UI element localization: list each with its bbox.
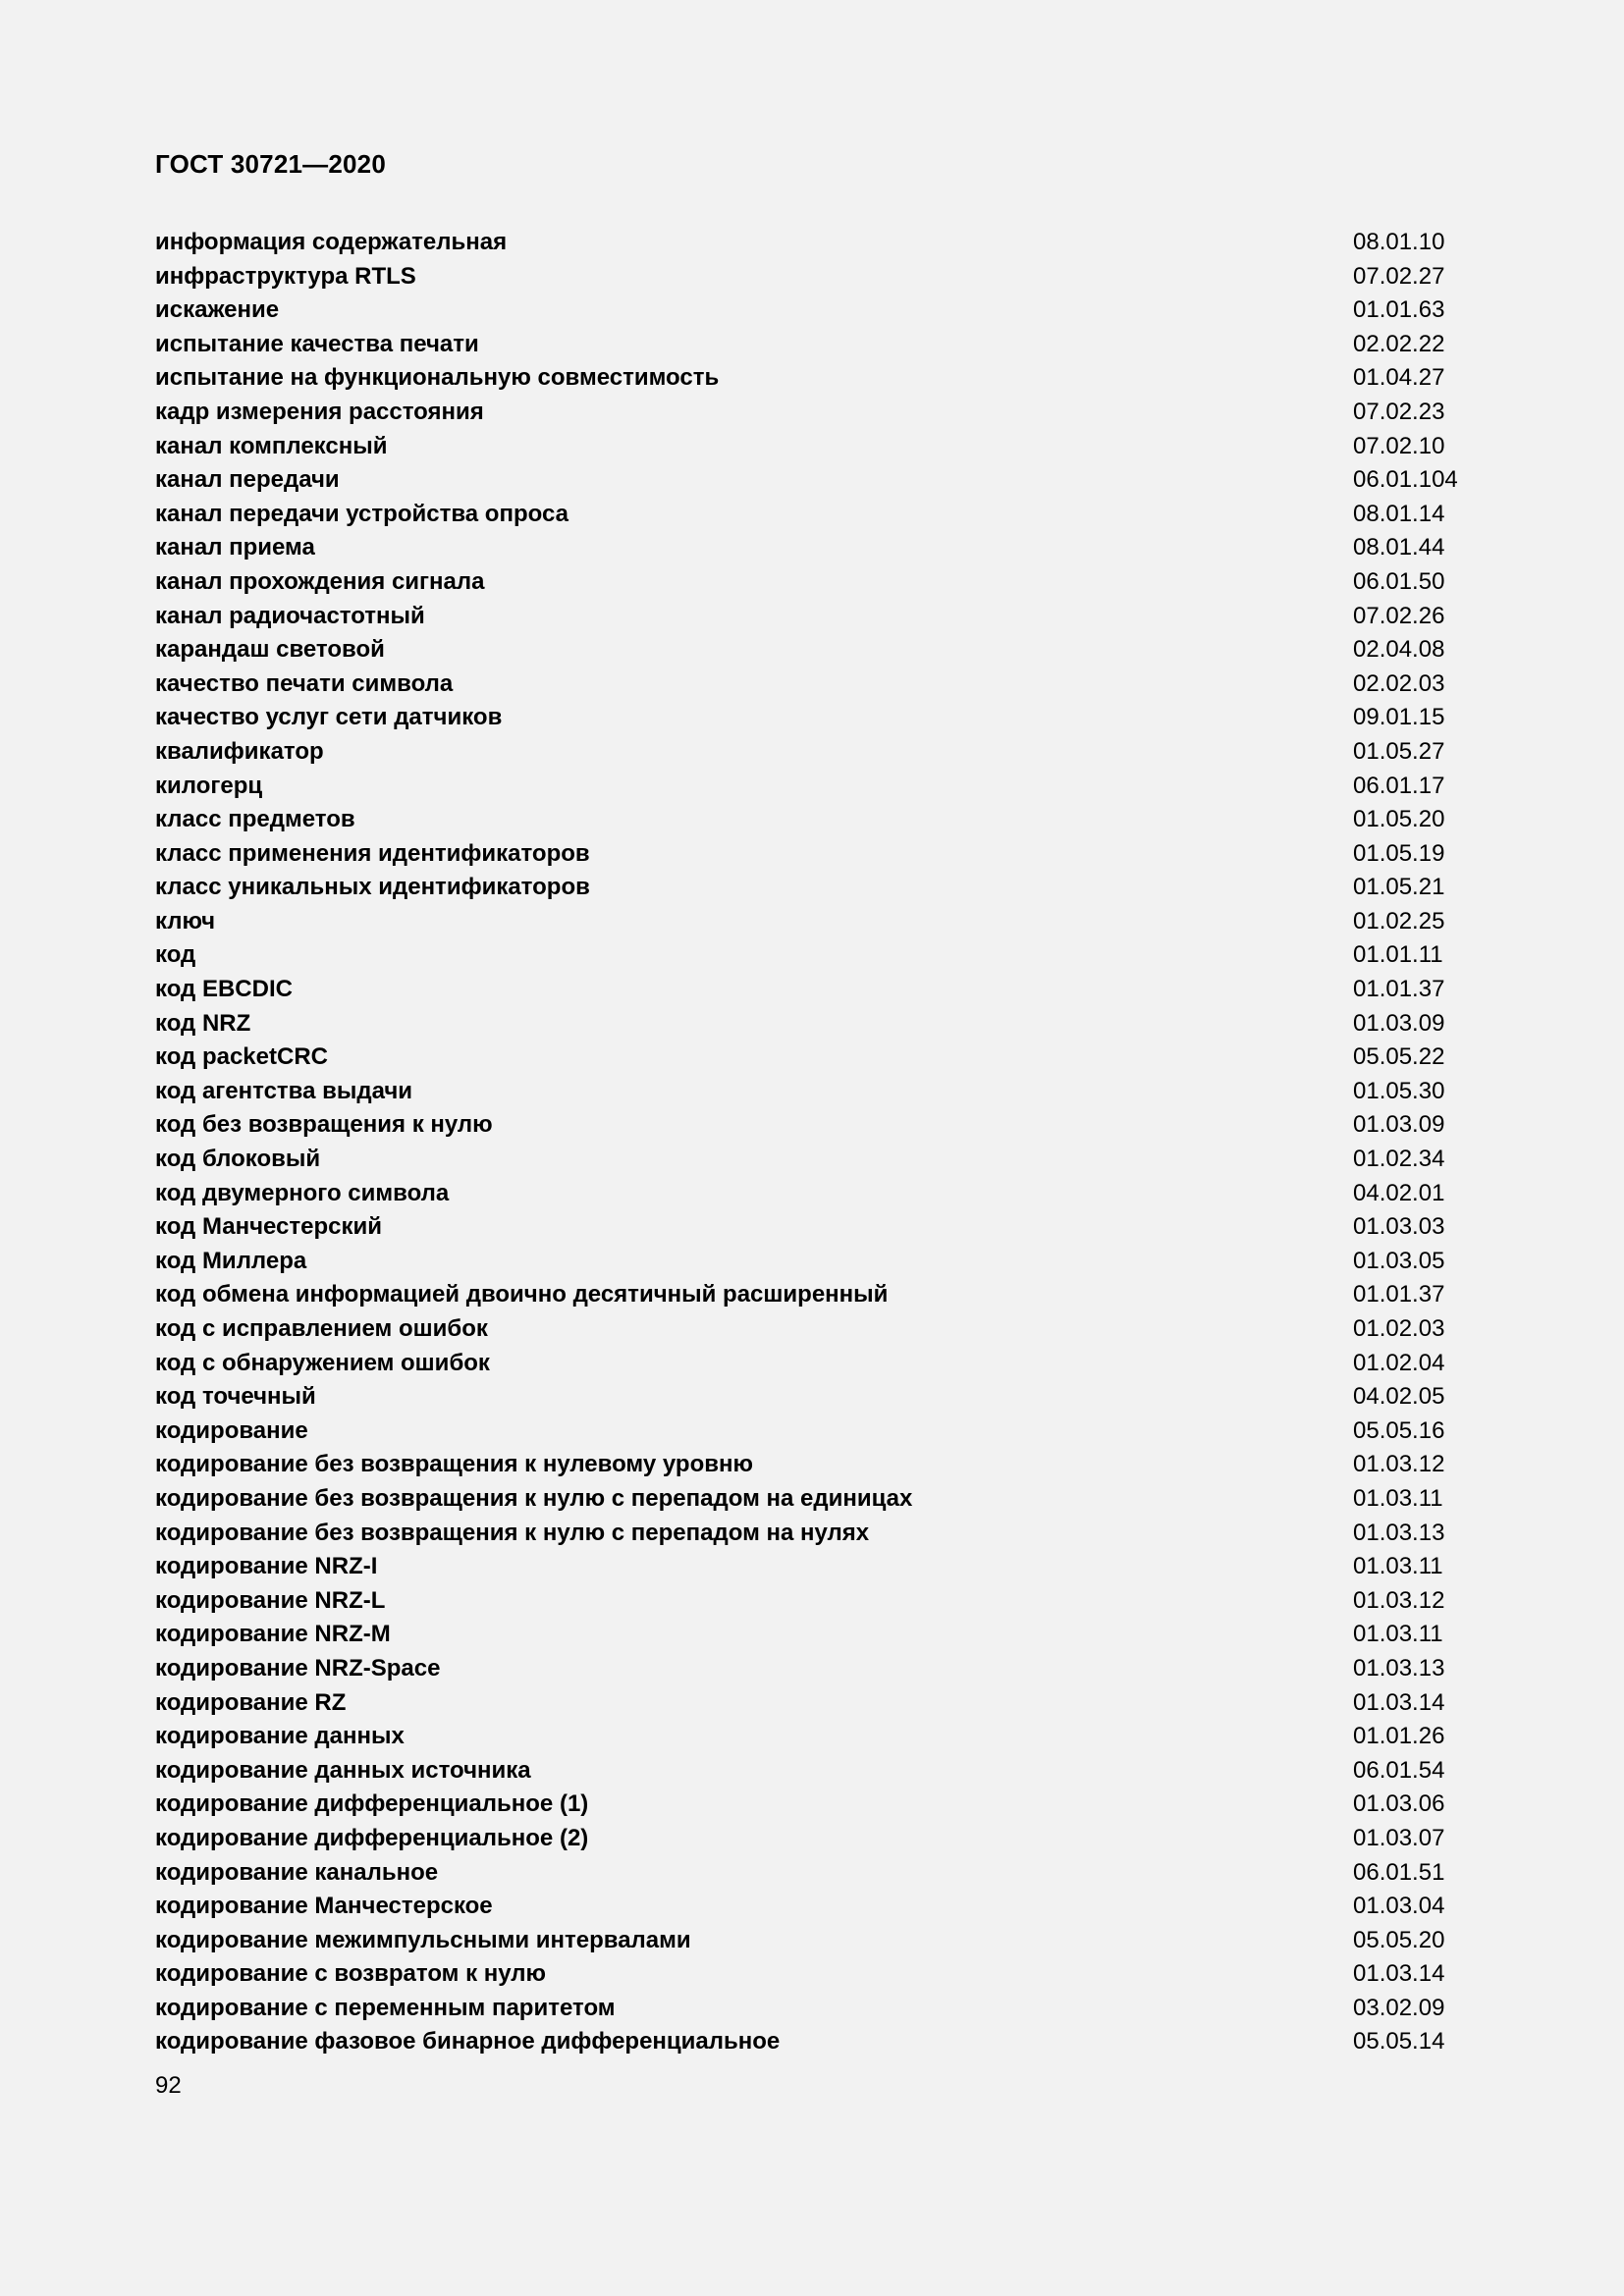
- entry-term: кодирование Манчестерское: [155, 1893, 493, 1920]
- index-entry: [155, 667, 1471, 702]
- entry-term: код NRZ: [155, 1009, 251, 1037]
- entry-term: кодирование RZ: [155, 1688, 347, 1716]
- entry-term: ключ: [155, 907, 216, 934]
- index-entry: [155, 2025, 1471, 2059]
- index-entry: [155, 1822, 1471, 1856]
- index-entry: [155, 973, 1471, 1007]
- entry-term: код packetCRC: [155, 1043, 328, 1071]
- entry-term: код обмена информацией двоично десятичный расширенный: [155, 1281, 889, 1308]
- entry-code: 04.02.05: [1353, 1383, 1445, 1411]
- index-entry: [155, 1347, 1471, 1381]
- entry-term: кадр измерения расстояния: [155, 398, 484, 425]
- entry-term: кодирование: [155, 1416, 308, 1444]
- entry-code: 06.01.54: [1353, 1756, 1445, 1784]
- entry-code: 05.05.22: [1353, 1043, 1445, 1071]
- entry-code: 01.03.12: [1353, 1451, 1445, 1478]
- index-entry: [155, 1482, 1471, 1517]
- entry-code: 08.01.10: [1353, 229, 1445, 255]
- entry-code: 01.02.34: [1353, 1146, 1445, 1173]
- index-entry: [155, 701, 1471, 735]
- index-entry: [155, 1957, 1471, 1992]
- entry-term: испытание качества печати: [155, 330, 479, 357]
- entry-term: кодирование NRZ-I: [155, 1553, 378, 1580]
- entry-term: кодирование с возвратом к нулю: [155, 1960, 547, 1988]
- entry-code: 09.01.15: [1353, 704, 1445, 731]
- index-entry: [155, 770, 1471, 804]
- entry-code: 01.03.11: [1353, 1621, 1443, 1648]
- entry-term: карандаш световой: [155, 636, 385, 664]
- index-entry: [155, 396, 1471, 430]
- entry-term: испытание на функциональную совместимость: [155, 364, 720, 392]
- entry-term: класс предметов: [155, 806, 355, 833]
- term-index-list: [155, 226, 1471, 2059]
- entry-term: кодирование без возвращения к нулю с перепадом на нулях: [155, 1519, 870, 1546]
- entry-code: 01.01.26: [1353, 1723, 1445, 1750]
- entry-code: 01.03.11: [1353, 1484, 1443, 1512]
- index-entry: [155, 1517, 1471, 1551]
- entry-code: 01.03.12: [1353, 1586, 1445, 1614]
- page-number: 92: [155, 2072, 182, 2099]
- entry-term: инфраструктура RTLS: [155, 262, 416, 290]
- entry-term: квалификатор: [155, 737, 324, 765]
- entry-term: канал передачи: [155, 466, 340, 494]
- entry-code: 08.01.44: [1353, 534, 1445, 561]
- entry-code: 01.03.06: [1353, 1790, 1445, 1818]
- entry-code: 01.05.19: [1353, 839, 1445, 867]
- entry-code: 01.03.11: [1353, 1553, 1443, 1580]
- entry-term: кодирование с переменным паритетом: [155, 1994, 616, 2021]
- entry-code: 01.03.09: [1353, 1111, 1445, 1139]
- entry-term: канал передачи устройства опроса: [155, 500, 568, 527]
- index-entry: [155, 1720, 1471, 1754]
- entry-term: код агентства выдачи: [155, 1077, 413, 1104]
- index-entry: [155, 498, 1471, 532]
- entry-code: 01.02.25: [1353, 907, 1445, 934]
- index-entry: [155, 1652, 1471, 1686]
- entry-term: код с обнаружением ошибок: [155, 1349, 490, 1376]
- entry-code: 01.03.07: [1353, 1824, 1445, 1851]
- entry-code: 06.01.17: [1353, 772, 1445, 799]
- index-entry: [155, 531, 1471, 565]
- index-entry: [155, 294, 1471, 328]
- entry-term: кодирование данных источника: [155, 1756, 531, 1784]
- index-entry: [155, 803, 1471, 837]
- entry-code: 01.04.27: [1353, 364, 1445, 392]
- entry-code: 01.03.03: [1353, 1213, 1445, 1241]
- entry-term: канал приема: [155, 534, 315, 561]
- entry-term: информация содержательная: [155, 229, 508, 255]
- document-header: ГОСТ 30721—2020: [155, 149, 386, 179]
- entry-term: код EBCDIC: [155, 976, 293, 1003]
- entry-term: класс применения идентификаторов: [155, 839, 590, 867]
- entry-code: 03.02.09: [1353, 1994, 1445, 2021]
- entry-code: 01.03.09: [1353, 1009, 1445, 1037]
- entry-code: 01.03.14: [1353, 1960, 1445, 1988]
- entry-term: кодирование данных: [155, 1723, 405, 1750]
- entry-code: 01.05.21: [1353, 874, 1445, 901]
- index-entry: [155, 1312, 1471, 1347]
- index-entry: [155, 1380, 1471, 1415]
- index-entry: [155, 260, 1471, 294]
- entry-term: кодирование NRZ-M: [155, 1621, 391, 1648]
- entry-term: кодирование NRZ-L: [155, 1586, 386, 1614]
- index-entry: [155, 600, 1471, 634]
- entry-code: 02.02.03: [1353, 669, 1445, 697]
- entry-term: код Миллера: [155, 1247, 307, 1274]
- entry-term: качество печати символа: [155, 669, 454, 697]
- index-entry: [155, 1041, 1471, 1075]
- index-entry: [155, 938, 1471, 973]
- entry-term: кодирование NRZ-Space: [155, 1654, 441, 1682]
- index-entry: [155, 1210, 1471, 1245]
- entry-term: кодирование дифференциальное (1): [155, 1790, 589, 1818]
- index-entry: [155, 735, 1471, 770]
- entry-code: 02.02.22: [1353, 330, 1445, 357]
- entry-code: 01.01.63: [1353, 296, 1445, 324]
- entry-code: 01.03.04: [1353, 1893, 1445, 1920]
- entry-code: 01.03.13: [1353, 1654, 1445, 1682]
- index-entry: [155, 871, 1471, 905]
- entry-code: 08.01.14: [1353, 500, 1445, 527]
- entry-code: 01.03.14: [1353, 1688, 1445, 1716]
- index-entry: [155, 1177, 1471, 1211]
- entry-code: 05.05.14: [1353, 2028, 1445, 2056]
- index-entry: [155, 1924, 1471, 1958]
- index-entry: [155, 1618, 1471, 1652]
- entry-term: канал комплексный: [155, 432, 388, 459]
- entry-code: 06.01.51: [1353, 1858, 1445, 1886]
- entry-term: код блоковый: [155, 1146, 321, 1173]
- entry-term: код: [155, 941, 196, 969]
- entry-code: 01.01.11: [1353, 941, 1443, 969]
- entry-code: 07.02.23: [1353, 398, 1445, 425]
- entry-term: кодирование без возвращения к нулевому уровню: [155, 1451, 753, 1478]
- index-entry: [155, 1754, 1471, 1789]
- entry-code: 06.01.50: [1353, 567, 1445, 595]
- entry-term: кодирование без возвращения к нулю с перепадом на единицах: [155, 1484, 913, 1512]
- index-entry: [155, 1584, 1471, 1619]
- index-entry: [155, 1108, 1471, 1143]
- entry-term: код без возвращения к нулю: [155, 1111, 493, 1139]
- entry-term: канал радиочастотный: [155, 602, 425, 629]
- entry-code: 01.03.05: [1353, 1247, 1445, 1274]
- entry-term: искажение: [155, 296, 280, 324]
- index-entry: [155, 1007, 1471, 1041]
- entry-code: 05.05.16: [1353, 1416, 1445, 1444]
- entry-term: код с исправлением ошибок: [155, 1315, 488, 1342]
- entry-term: килогерц: [155, 772, 263, 799]
- index-entry: [155, 1788, 1471, 1822]
- entry-code: 01.05.20: [1353, 806, 1445, 833]
- index-entry: [155, 361, 1471, 396]
- index-entry: [155, 328, 1471, 362]
- entry-code: 07.02.27: [1353, 262, 1445, 290]
- index-entry: [155, 1992, 1471, 2026]
- entry-term: канал прохождения сигнала: [155, 567, 485, 595]
- entry-code: 01.01.37: [1353, 1281, 1445, 1308]
- entry-code: 02.04.08: [1353, 636, 1445, 664]
- index-entry: [155, 226, 1471, 260]
- entry-code: 01.02.04: [1353, 1349, 1445, 1376]
- entry-term: код двумерного символа: [155, 1179, 450, 1206]
- entry-code: 01.01.37: [1353, 976, 1445, 1003]
- index-entry: [155, 1075, 1471, 1109]
- entry-term: кодирование канальное: [155, 1858, 439, 1886]
- index-entry: [155, 463, 1471, 498]
- index-entry: [155, 565, 1471, 600]
- entry-code: 01.03.13: [1353, 1519, 1445, 1546]
- entry-term: кодирование межимпульсными интервалами: [155, 1926, 691, 1953]
- entry-term: класс уникальных идентификаторов: [155, 874, 590, 901]
- index-entry: [155, 1550, 1471, 1584]
- entry-code: 05.05.20: [1353, 1926, 1445, 1953]
- index-entry: [155, 1856, 1471, 1891]
- entry-term: код точечный: [155, 1383, 316, 1411]
- index-entry: [155, 633, 1471, 667]
- entry-code: 07.02.26: [1353, 602, 1445, 629]
- index-entry: [155, 1245, 1471, 1279]
- entry-code: 04.02.01: [1353, 1179, 1445, 1206]
- entry-term: кодирование дифференциальное (2): [155, 1824, 589, 1851]
- entry-code: 01.05.30: [1353, 1077, 1445, 1104]
- index-entry: [155, 1448, 1471, 1482]
- index-entry: [155, 1686, 1471, 1721]
- entry-term: код Манчестерский: [155, 1213, 383, 1241]
- entry-code: 01.05.27: [1353, 737, 1445, 765]
- entry-code: 07.02.10: [1353, 432, 1445, 459]
- entry-code: 01.02.03: [1353, 1315, 1445, 1342]
- entry-term: кодирование фазовое бинарное дифференциальное: [155, 2028, 781, 2056]
- entry-term: качество услуг сети датчиков: [155, 704, 503, 731]
- entry-code: 06.01.104: [1353, 466, 1458, 494]
- index-entry: [155, 1278, 1471, 1312]
- index-entry: [155, 1890, 1471, 1924]
- index-entry: [155, 905, 1471, 939]
- index-entry: [155, 1415, 1471, 1449]
- index-entry: [155, 1143, 1471, 1177]
- index-entry: [155, 837, 1471, 872]
- index-entry: [155, 430, 1471, 464]
